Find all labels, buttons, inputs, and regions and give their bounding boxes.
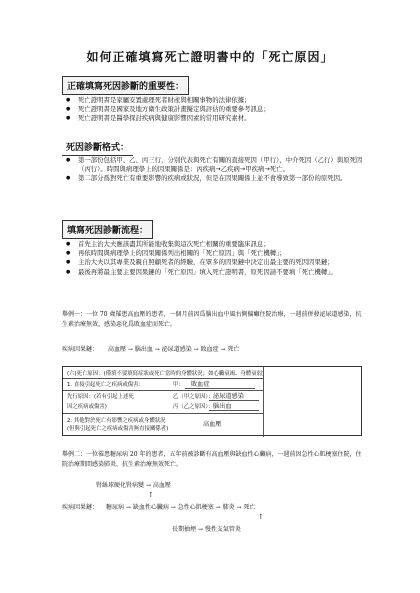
divider xyxy=(209,410,259,411)
example2-upper xyxy=(96,480,171,489)
arrow-up-icon: ↑ xyxy=(258,513,264,521)
cert-header: (六)死亡原因：(僅填不要填寫症狀或死亡當時的身體狀況；如心臟衰竭、身體衰弱) xyxy=(67,371,265,377)
arrow-up-icon: ↑ xyxy=(148,491,154,499)
chain-step: 長期抽煙 xyxy=(172,526,197,533)
arrow-icon: → xyxy=(220,346,228,353)
chain-step: 死亡 xyxy=(243,504,256,511)
section-heading-process: 填寫死因診斷流程： xyxy=(62,220,153,239)
cert-row3-label: 因之疾病或傷害) xyxy=(67,404,107,410)
arrow-icon: → xyxy=(193,346,201,353)
chain-step: 死亡 xyxy=(227,346,240,353)
format-list xyxy=(66,156,366,184)
list-item: ● 第一部份包括甲、乙、丙三行，分別代表與死亡有關的直接死因（甲行）、中介死因（乙行）與原死因（丙行）。時間與病理學上的因果關係是：丙疾病→乙疾病→甲疾病→死亡。 xyxy=(66,156,366,174)
cert-row4-label: 2. 其他對於死亡有影響之疾病或身體狀況 xyxy=(67,418,166,424)
chain-step: 高血壓 xyxy=(152,482,171,489)
chain-step: 急性心肌梗塞 xyxy=(177,504,214,511)
chain-step: 敗血症 xyxy=(200,346,219,353)
chain-step: 糖尿病 xyxy=(105,504,124,511)
arrow-icon: → xyxy=(236,504,244,511)
cert-value-part2: 高血壓 xyxy=(203,421,222,428)
list-item: ● 主治大夫以其專業及親自照顧死者的經驗，在眾多的因果鏈中決定出最主要的死因因果鏈； xyxy=(66,258,366,267)
divider xyxy=(63,413,263,414)
cert-line-bing: 丙（乙之原因）： xyxy=(173,404,214,410)
list-item: ● 最後再將最主要主要因果鏈的「死亡原因」填入死亡證明書，原死因請不要填「死亡機轉」。 xyxy=(66,268,366,277)
cert-line-yi: 乙（甲之原因）： xyxy=(173,394,214,400)
process-list xyxy=(66,240,366,277)
arrow-icon: → xyxy=(154,346,162,353)
chain-step: 泌尿道感染 xyxy=(161,346,192,353)
list-item: ● 第二部分爲對死亡有重要影響的疾病或狀況，但是在因果關係上並不會導致第一部份的原死因。 xyxy=(66,174,366,183)
chain-step: 肺炎 xyxy=(222,504,235,511)
cert-row5-label: (但與引起死亡之疾病或傷害無直接關係者) xyxy=(67,426,169,432)
cert-value-jia: 敗血症 xyxy=(191,381,210,388)
divider xyxy=(185,388,255,389)
death-certificate-sample xyxy=(62,366,362,436)
cert-row1-label: 1. 直接引起死亡之疾病或傷害： xyxy=(67,382,144,388)
page-title: 如何正確填寫死亡證明書中的「死亡原因」 xyxy=(86,50,334,64)
section-heading-format: 死因診斷格式： xyxy=(62,138,133,156)
divider xyxy=(263,367,264,437)
cert-value-yi: 泌尿道感染 xyxy=(213,393,244,400)
example2-text: 舉例二：一位罹患糖尿病 20 年的患者，五年前被診斷有高血壓與缺血性心臟病，一週前因急性心肌梗塞住院，住院治療期間感染肺炎，抗生素治療無效死亡。 xyxy=(62,451,362,468)
chain-step: 高血壓 xyxy=(107,346,126,353)
list-item: ● 死亡證明書是醫學探討疾病與健康影響因素的常用研究素材。 xyxy=(66,114,366,123)
arrow-icon: → xyxy=(127,346,135,353)
list-item: ● 死亡證明書是家屬安置處理死者財產與相關事物的法律依據； xyxy=(66,96,366,105)
list-item: ● 再依時間與病理學上的因果關係列出相關的「死亡原因」與「死亡機轉」； xyxy=(66,249,366,258)
chain-step: 慢性支氣管炎 xyxy=(204,526,241,533)
list-item: ● 死亡證明書是國家及地方衛生政策計畫擬定與評估的重要參考訊息； xyxy=(66,105,366,114)
chain-label: 疾病因果鏈： xyxy=(62,504,99,511)
divider xyxy=(63,378,263,379)
importance-list xyxy=(66,96,366,124)
example1-chain xyxy=(62,344,239,353)
chain-label: 疾病因果鏈： xyxy=(62,346,99,353)
chain-step: 腎絲球硬化腎病變 xyxy=(96,482,145,489)
example1-text: 舉例一：一位 70 歲罹患高血壓的患者，一個月前因爲腦出血中風右側偏癱住院治療，一週前併發泌尿道感染，抗生素治療無效，感染惡化爲敗血症而死亡。 xyxy=(62,311,362,328)
chain-step: 腦出血 xyxy=(134,346,153,353)
arrow-icon: → xyxy=(125,504,133,511)
arrow-icon: → xyxy=(215,504,223,511)
arrow-icon: → xyxy=(145,482,153,489)
cert-value-bing: 腦出血 xyxy=(213,403,232,410)
arrow-icon: → xyxy=(170,504,178,511)
section-heading-importance: 正確填寫死因診斷的重要性： xyxy=(62,76,189,95)
arrow-icon: → xyxy=(197,526,205,533)
example2-chain xyxy=(62,502,255,511)
cert-line-jia: 甲： xyxy=(173,382,184,388)
cert-row2-label: 先行原因：(若有引起上述死 xyxy=(67,394,134,400)
list-item: ● 首先主治大夫應該盡其所能地收集與這次死亡相關的重要臨床訊息； xyxy=(66,240,366,249)
chain-step: 缺血性心臟病 xyxy=(132,504,169,511)
example2-lower xyxy=(172,524,241,533)
